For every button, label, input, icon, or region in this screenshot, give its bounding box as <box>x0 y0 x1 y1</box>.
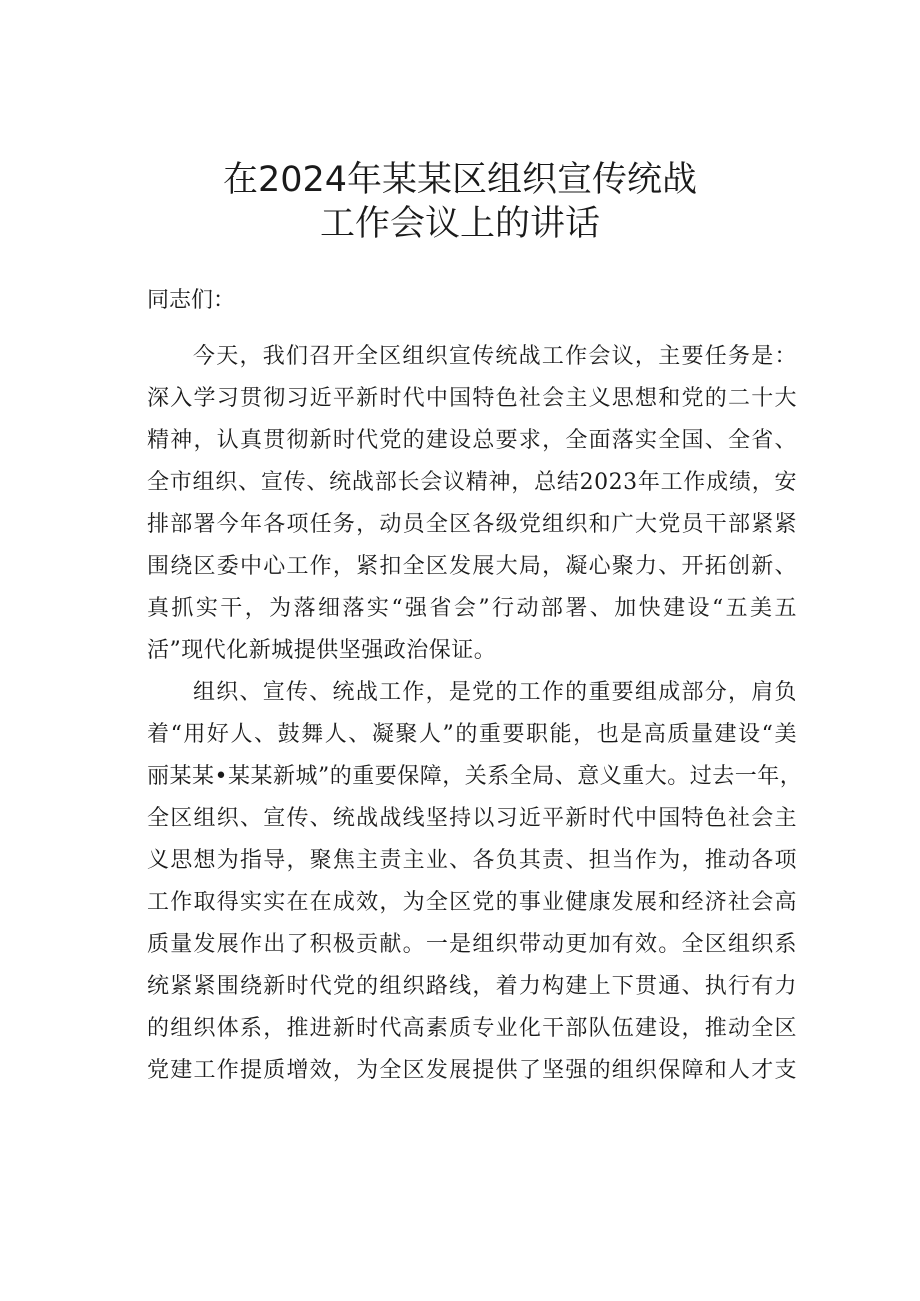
paragraph-1-line: 精神，认真贯彻新时代党的建设总要求，全面落实全国、全省、 <box>147 428 797 453</box>
paragraph-1-line: 排部署今年各项任务，动员全区各级党组织和广大党员干部紧紧 <box>147 512 797 537</box>
paragraph-1-line: 活”现代化新城提供坚强政治保证。 <box>147 638 497 663</box>
paragraph-1-line: 全市组织、宣传、统战部长会议精神，总结2023年工作成绩，安 <box>147 470 797 495</box>
paragraph-2-line: 统紧紧围绕新时代党的组织路线，着力构建上下贯通、执行有力 <box>147 974 797 999</box>
paragraph-2-line: 全区组织、宣传、统战战线坚持以习近平新时代中国特色社会主 <box>147 806 797 831</box>
salutation: 同志们： <box>147 288 236 313</box>
paragraph-2-line: 党建工作提质增效，为全区发展提供了坚强的组织保障和人才支 <box>147 1058 797 1083</box>
paragraph-2-line: 着“用好人、鼓舞人、凝聚人”的重要职能，也是高质量建设“美 <box>147 722 797 747</box>
paragraph-1-line: 深入学习贯彻习近平新时代中国特色社会主义思想和党的二十大 <box>147 386 797 411</box>
paragraph-1-line: 围绕区委中心工作，紧扣全区发展大局，凝心聚力、开拓创新、 <box>147 554 797 579</box>
paragraph-2-line: 丽某某•某某新城”的重要保障，关系全局、意义重大。过去一年， <box>147 764 803 789</box>
paragraph-1-line: 今天，我们召开全区组织宣传统战工作会议，主要任务是： <box>193 344 797 369</box>
document-title-line-1: 在2024年某某区组织宣传统战 <box>222 160 698 200</box>
document-title-line-2: 工作会议上的讲话 <box>319 204 600 244</box>
paragraph-1-line: 真抓实干，为落细落实“强省会”行动部署、加快建设“五美五 <box>147 596 797 621</box>
paragraph-2-line: 的组织体系，推进新时代高素质专业化干部队伍建设，推动全区 <box>147 1016 797 1041</box>
paragraph-2-line: 组织、宣传、统战工作，是党的工作的重要组成部分，肩负 <box>193 680 797 705</box>
paragraph-2-line: 义思想为指导，聚焦主责主业、各负其责、担当作为，推动各项 <box>147 848 797 873</box>
paragraph-2-line: 工作取得实实在在成效，为全区党的事业健康发展和经济社会高 <box>147 890 797 915</box>
paragraph-2-line: 质量发展作出了积极贡献。一是组织带动更加有效。全区组织系 <box>147 932 797 957</box>
